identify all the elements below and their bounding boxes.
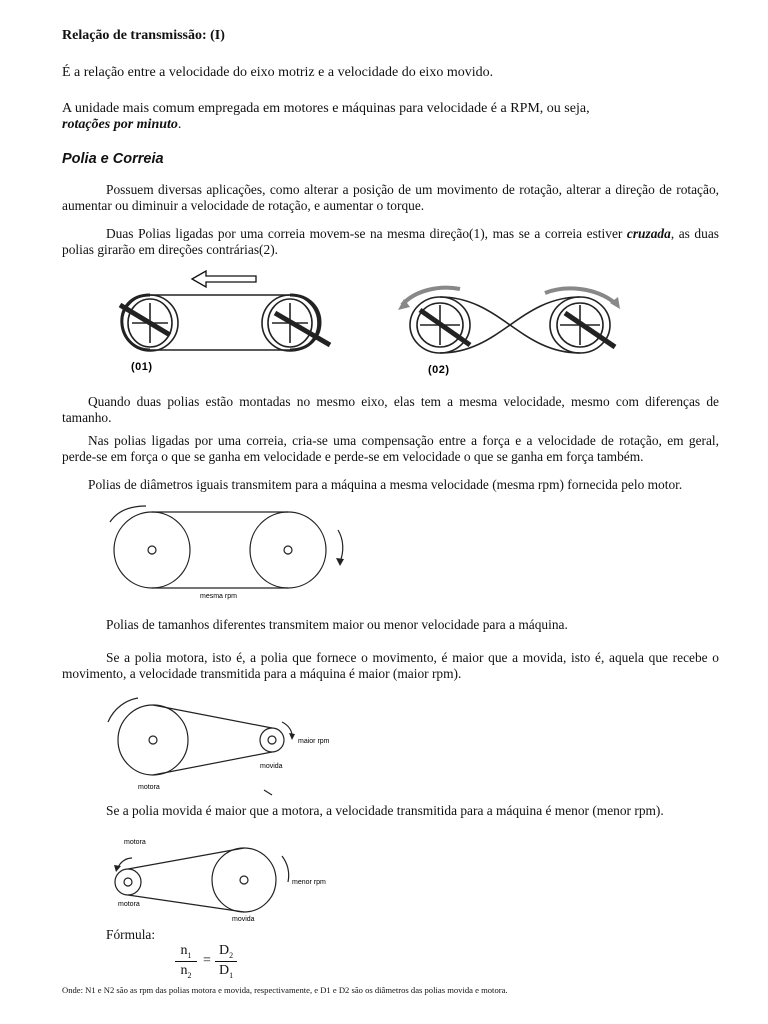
bigger-driven-figure bbox=[100, 832, 360, 926]
formula-equals: = bbox=[203, 953, 211, 968]
formula-lhs-denominator: $n_2$ bbox=[180, 963, 192, 980]
formula-lhs-bar bbox=[175, 961, 197, 962]
open-belt-drawing bbox=[120, 295, 330, 351]
definition-paragraph: É a relação entre a velocidade do eixo motriz e a velocidade do eixo movido. bbox=[62, 65, 494, 80]
unit-line: A unidade mais comum empregada em motores e máquinas para velocidade é a RPM, ou seja, bbox=[62, 101, 590, 116]
higher-rpm-label: maior rpm bbox=[298, 738, 330, 745]
transmission-formula bbox=[175, 943, 265, 983]
rpm-emphasis: rotações por minuto bbox=[62, 117, 178, 132]
driven-pulley-label: movida bbox=[260, 763, 283, 770]
driver-pulley-label: motora bbox=[138, 784, 160, 791]
footnote: Onde: N1 e N2 são as rpm das polias motora e movida, respectivamente, e D1 e D2 são os diâmetros das polias movida e motora. bbox=[62, 985, 508, 995]
lower-rpm-label: menor rpm bbox=[292, 879, 326, 886]
equal-pulleys-figure bbox=[100, 500, 350, 600]
formula-lhs-numerator: $n_1$ bbox=[180, 943, 192, 960]
figure-label-01: (01) bbox=[131, 361, 153, 373]
bigger-driver-figure bbox=[100, 692, 360, 798]
formula-rhs-denominator: $D_1$ bbox=[218, 963, 234, 980]
direction-text-before: Duas Polias ligadas por uma correia movem-se na mesma direção(1), mas se a correia estiver bbox=[106, 226, 627, 241]
equal-pulleys-paragraph: Polias de diâmetros iguais transmitem para a máquina a mesma velocidade (mesma rpm) fornecida pelo motor. bbox=[88, 477, 683, 492]
applications-paragraph: Possuem diversas aplicações, como alterar a posição de um movimento de rotação, alterar a direção de rotação, aumentar ou diminuir a velocidade de rotação, e aumentar o torque. bbox=[62, 182, 719, 213]
figure-label-02: (02) bbox=[428, 364, 450, 376]
bigger-driver-paragraph: Se a polia motora, isto é, a polia que fornece o movimento, é maior que a movida, isto é, aquela que recebe o movimento, a velocidade transmitida para a máquina é maior (maior rpm). bbox=[62, 650, 719, 681]
direction-paragraph bbox=[62, 226, 719, 258]
crossed-emphasis: cruzada bbox=[626, 226, 671, 241]
crossed-belt-drawing bbox=[398, 288, 620, 353]
bigger-driven-paragraph: Se a polia movida é maior que a motora, a velocidade transmitida para a máquina é menor (menor rpm). bbox=[106, 803, 664, 818]
same-rpm-label: mesma rpm bbox=[200, 593, 237, 600]
direction-text-after: , as duas polias girarão em direções contrárias(2). bbox=[62, 226, 719, 257]
formula-rhs-numerator: $D_2$ bbox=[218, 943, 234, 960]
section-title: Polia e Correia bbox=[62, 151, 164, 167]
unit-paragraph bbox=[62, 101, 722, 133]
driver-top-label: motora bbox=[124, 839, 146, 846]
same-shaft-paragraph: Quando duas polias estão montadas no mesmo eixo, elas tem a mesma velocidade, mesmo com diferenças de tamanho. bbox=[62, 394, 719, 425]
formula-rhs-bar bbox=[215, 961, 237, 962]
compensation-paragraph: Nas polias ligadas por uma correia, cria-se uma compensação entre a força e a velocidade de rotação, em geral, perde-se em força o que se ganha em velocidade e perde-se em velocidade o que se ganha em força também. bbox=[62, 433, 719, 464]
formula-label: Fórmula: bbox=[106, 927, 156, 942]
page-title: Relação de transmissão: (I) bbox=[62, 28, 225, 43]
left-arrow-icon bbox=[192, 271, 256, 287]
different-sizes-paragraph: Polias de tamanhos diferentes transmitem maior ou menor velocidade para a máquina. bbox=[106, 617, 568, 632]
unit-end: . bbox=[177, 117, 182, 132]
driven-pulley-label: movida bbox=[232, 916, 255, 923]
driver-pulley-label: motora bbox=[118, 901, 140, 908]
belt-figure bbox=[0, 265, 768, 380]
